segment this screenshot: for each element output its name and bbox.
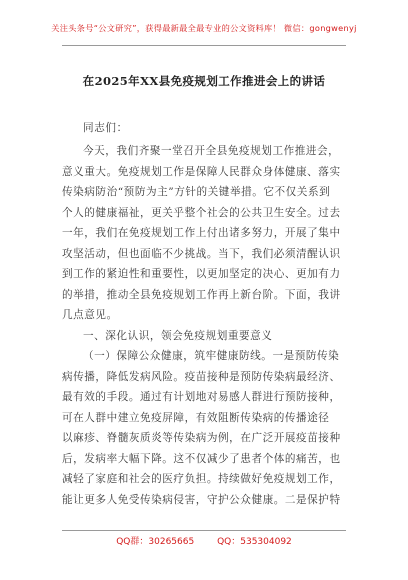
footer-qq-group: QQ群：30265665 (116, 537, 195, 547)
body-line: 今天，我们齐聚一堂召开全县免疫规划工作推进会， (83, 145, 340, 157)
salutation: 同志们： (83, 122, 128, 134)
document-title: 在2025年XX县免疫规划工作推进会上的讲话 (82, 74, 326, 88)
body-line: 到工作的紧迫性和重要性，以更加坚定的决心、更加有力 (62, 268, 341, 280)
body-line: 个人的健康福祉，更关乎整个社会的公共卫生安全。过去 (62, 206, 341, 219)
body-line: 后，发病率大幅下降。这不仅减少了患者个体的痛苦，也 (62, 452, 341, 465)
header-promo-text: 关注头条号“公文研究”，获得最新最全最专业的公文资料库！ 微信：gongwenyj (51, 23, 357, 33)
body-line: 意义重大。免疫规划工作是保障人民群众身体健康、落实 (62, 165, 341, 178)
body-line: 减轻了家庭和社会的医疗负担。持续做好免疫规划工作， (62, 473, 341, 485)
footer-qq-number: QQ：535304092 (217, 537, 292, 547)
document-body (62, 141, 346, 510)
body-line: 攻坚活动，但也面临不少挑战。当下，我们必须清醒认识 (62, 247, 341, 260)
body-line: （一）保障公众健康，筑牢健康防线。一是预防传染 (83, 350, 340, 362)
header-divider (62, 45, 346, 46)
body-line: 以麻疹、脊髓灰质炎等传染病为例，在广泛开展疫苗接种 (62, 432, 341, 444)
body-line: 的举措，推动全县免疫规划工作再上新台阶。下面，我讲 (62, 288, 341, 301)
footer-divider (62, 530, 346, 531)
body-line: 最有效的手段。通过有计划地对易感人群进行预防接种， (62, 391, 341, 403)
body-line: 一年，我们在免疫规划工作上付出诸多努力，开展了集中 (62, 227, 341, 239)
body-line: 病传播，降低发病风险。疫苗接种是预防传染病最经济、 (62, 370, 341, 383)
section-heading: 一、深化认识，领会免疫规划重要意义 (83, 329, 273, 342)
body-line: 可在人群中建立免疫屏障，有效阻断传染病的传播途径 (62, 411, 330, 424)
footer-contact (0, 534, 408, 547)
body-line: 几点意见。 (62, 309, 118, 321)
body-line: 能让更多人免受传染病侵害，守护公众健康。二是保护特 (62, 493, 341, 506)
body-line: 传染病防治“预防为主”方针的关键举措。它不仅关系到 (62, 186, 331, 198)
